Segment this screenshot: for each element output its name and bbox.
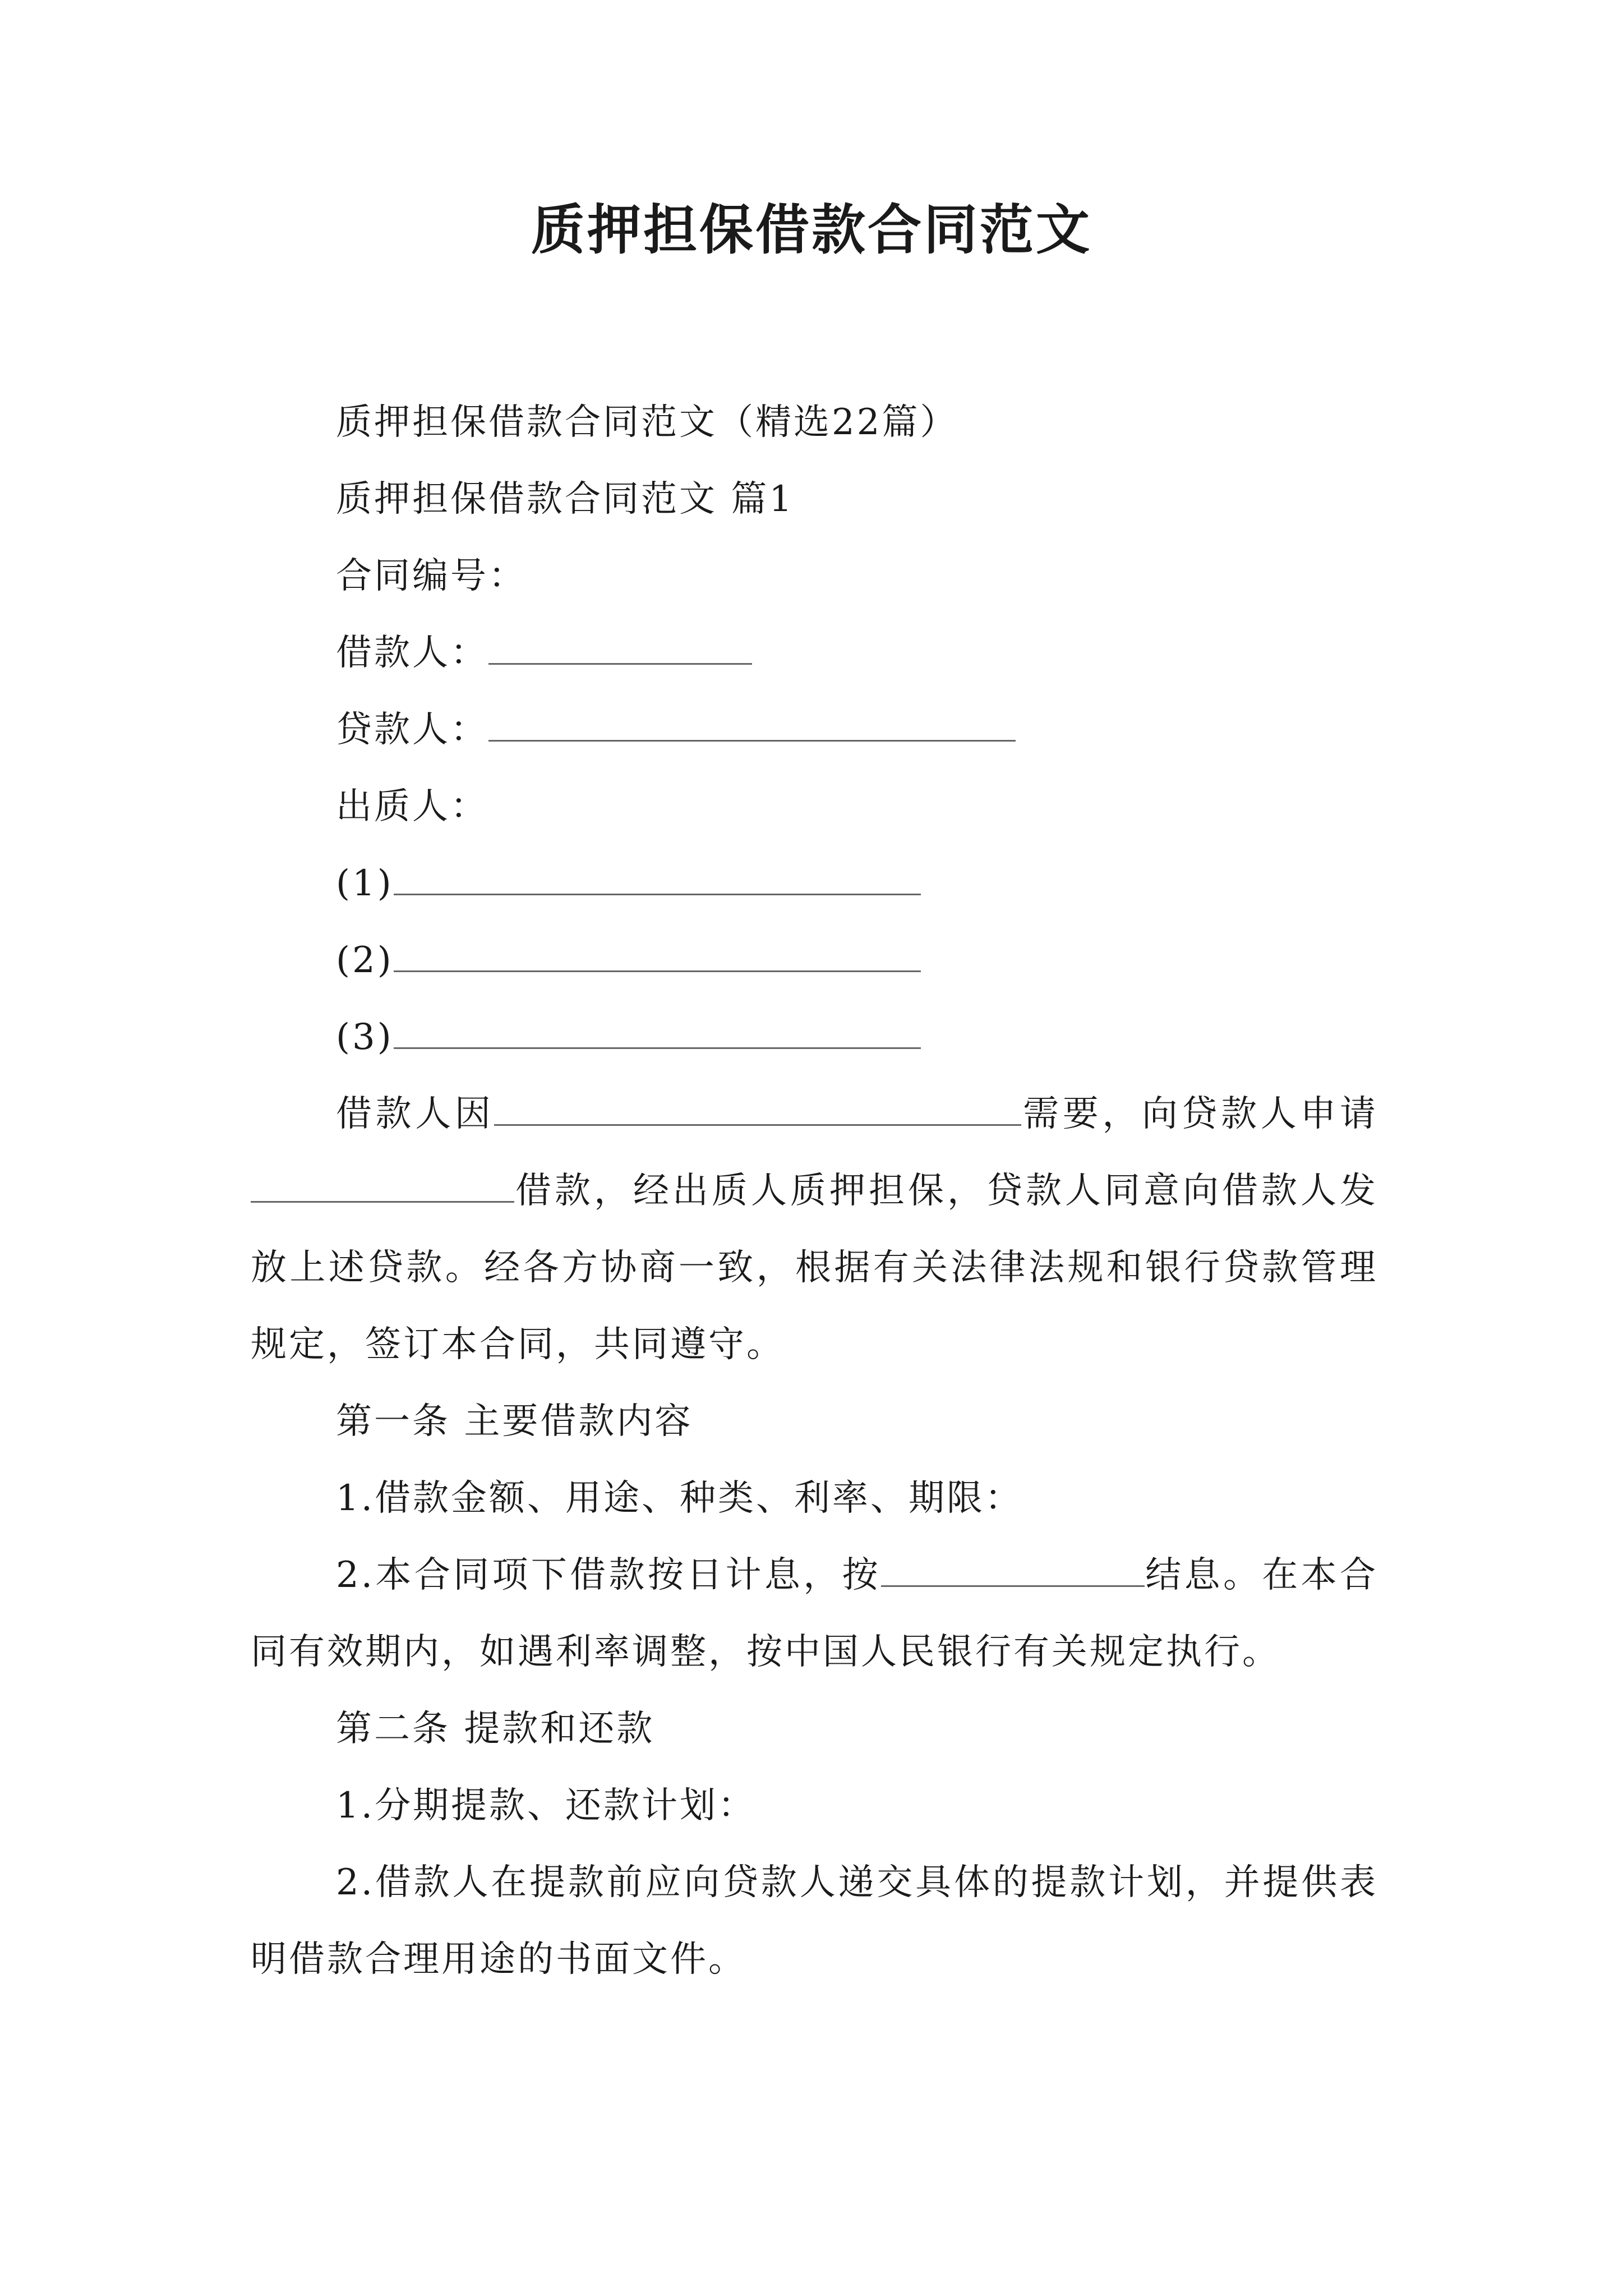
intro-part-3: 借款，经出质人质押担保，贷款人同意向借款人发放上述贷款。经各方协商一致，根据有关法律法规和银行贷款管理规定，签订本合同，共同遵守。 <box>251 1170 1378 1365</box>
pledgor-1-line <box>251 845 1378 922</box>
contract-number-label: 合同编号： <box>336 555 527 597</box>
article-1-item-2-part-1: 2.本合同项下借款按日计息，按 <box>336 1554 881 1596</box>
pledgor-line <box>251 769 1378 845</box>
lender-label: 贷款人： <box>336 709 488 751</box>
pledgor-3-label: (3) <box>336 1016 394 1058</box>
intro-part-2: 需要，向贷款人申请 <box>1021 1093 1378 1135</box>
document-subtitle: 质押担保借款合同范文（精选22篇） <box>336 402 958 443</box>
loan-purpose-blank <box>494 1095 1021 1126</box>
pledgor-2-label: (2) <box>336 940 394 981</box>
article-1-item-2 <box>251 1537 1378 1691</box>
article-2-heading: 第二条 提款和还款 <box>336 1708 655 1750</box>
intro-part-1: 借款人因 <box>336 1093 495 1135</box>
document-title: 质押担保借款合同范文 <box>531 198 1092 261</box>
article-2-item-1: 1.分期提款、还款计划： <box>336 1785 757 1826</box>
contract-number-line <box>251 538 1378 615</box>
pledgor-label: 出质人： <box>336 786 488 827</box>
settlement-blank <box>881 1556 1145 1587</box>
pledgor-3-line <box>251 999 1378 1076</box>
pledgor-3-blank <box>394 1018 921 1049</box>
document-body <box>251 384 1378 1998</box>
pledgor-1-blank <box>394 864 921 895</box>
lender-line <box>251 692 1378 769</box>
article-1-heading: 第一条 主要借款内容 <box>336 1401 693 1442</box>
pledgor-1-label: (1) <box>336 863 394 904</box>
article-1-item-2-part-2: 结息。在本合同有效期内，如遇利率调整，按中国人民银行有关规定执行。 <box>251 1554 1378 1673</box>
borrower-line <box>251 615 1378 692</box>
article-2-item-2: 2.借款人在提款前应向贷款人递交具体的提款计划，并提供表明借款合理用途的书面文件。 <box>251 1862 1378 1980</box>
borrower-blank <box>488 634 752 665</box>
pledgor-2-blank <box>394 941 921 972</box>
pledgor-2-line <box>251 922 1378 999</box>
article-1-item-1: 1.借款金额、用途、种类、利率、期限： <box>336 1478 1023 1519</box>
section-heading: 质押担保借款合同范文 篇1 <box>336 478 795 520</box>
borrower-label: 借款人： <box>336 632 488 674</box>
intro-paragraph <box>251 1076 1378 1383</box>
lender-blank <box>488 711 1016 742</box>
loan-amount-blank <box>251 1172 514 1203</box>
